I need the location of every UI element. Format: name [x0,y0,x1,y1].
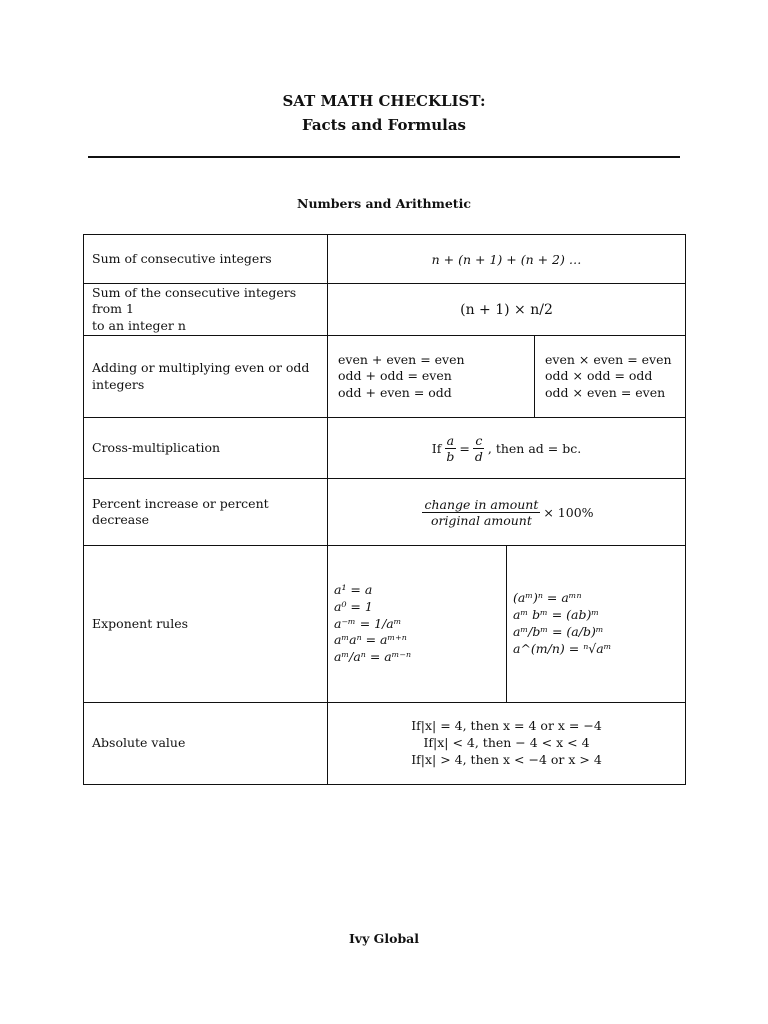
denominator: d [474,448,483,464]
document-title: SAT MATH CHECKLIST: [282,92,486,110]
rule-line: a^(m/n) = ⁿ√aᵐ [513,640,612,656]
document-subtitle: Facts and Formulas [302,116,466,134]
formula-adding [327,335,535,418]
rule-line: odd × odd = odd [545,368,653,384]
row-label-consecutive [83,234,328,284]
footer-brand: Ivy Global [348,931,420,946]
formula-suffix: , then ad = bc. [487,440,582,456]
formula-prefix: If [431,440,442,456]
fraction-percent [422,497,540,528]
rule-line: aᵐ/bᵐ = (a/b)ᵐ [513,624,604,639]
rule-line: aᵐaⁿ = aᵐ⁺ⁿ [334,632,407,648]
label-line: Sum of the consecutive integers from 1 [92,285,297,317]
rule-line: aᵐ/aⁿ = aᵐ⁻ⁿ [334,649,412,665]
rule-line: a⁰ = 1 [334,598,373,614]
rule-line: even + even = even [338,352,465,368]
formula-sum-to-n [327,283,686,336]
denominator: b [446,448,455,464]
row-label-percent [83,478,328,546]
label-line: Adding or multiplying even or odd [92,360,310,376]
rule-line: odd + odd = even [338,368,452,384]
rule-line: odd × even = even [545,384,666,400]
formula-cross [327,417,686,479]
row-label-cross [83,417,328,479]
denominator: original amount [430,512,532,528]
label-text: Cross-multiplication [92,439,221,455]
rule-line: If|x| = 4, then x = 4 or x = −4 [411,718,602,734]
formula-exponent-left [327,545,507,703]
formula-text: n + (n + 1) + (n + 2) … [431,251,582,267]
section-heading: Numbers and Arithmetic [297,196,471,211]
label-text: Percent increase or percent decrease [92,495,269,527]
formula-multiplying [534,335,686,418]
formula-table [83,234,686,785]
formula-suffix: × 100% [543,504,594,520]
formula-consecutive [327,234,686,284]
numerator: change in amount [424,496,539,512]
equals-sign: = [459,440,470,456]
row-label-absolute [83,702,328,785]
row-label-even-odd [83,335,328,418]
rule-line: odd + even = odd [338,384,452,400]
rule-line: a⁻ᵐ = 1/aᵐ [334,615,402,631]
label-line: integers [92,376,145,392]
label-text: Exponent rules [92,615,189,631]
rule-line: If|x| < 4, then − 4 < x < 4 [423,735,590,751]
numerator: c [475,432,483,448]
rule-line: a¹ = a [334,581,373,597]
rule-line: even × even = even [545,352,672,368]
rule-line: If|x| > 4, then x < −4 or x > 4 [411,751,602,767]
formula-percent [327,478,686,546]
label-text: Absolute value [92,735,186,751]
label-line: to an integer n [92,317,186,333]
fraction-a-b [444,433,456,464]
rule-line: aᵐ bᵐ = (ab)ᵐ [513,607,600,623]
title-divider [88,156,680,158]
formula-exponent-right [506,545,686,703]
formula-text: (n + 1) × n/2 [460,301,553,318]
fraction-c-d [473,433,485,464]
row-label-exponent [83,545,328,703]
numerator: a [446,432,455,448]
rule-line: (aᵐ)ⁿ = aᵐⁿ [513,590,582,606]
formula-absolute [327,702,686,785]
label-text: Sum of consecutive integers [92,250,272,266]
row-label-sum-to-n [83,283,328,336]
